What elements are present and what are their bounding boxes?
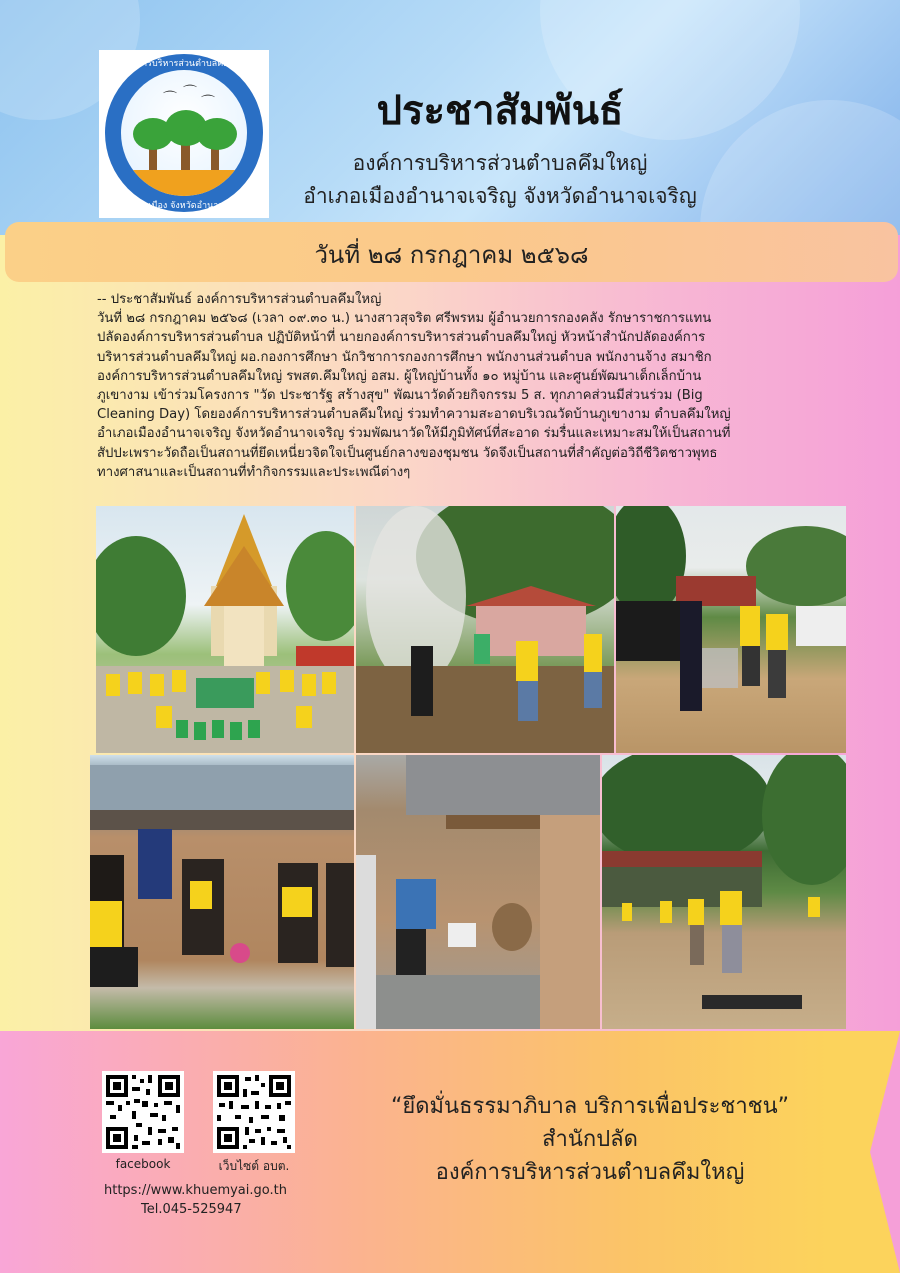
body-line: สัปปะเพราะวัดถือเป็นสถานที่ยึดเหนี่ยวจิตใจเป็นศูนย์กลางของชุมชน วัดจึงเป็นสถานที่สำคัญต่อวิถีชีวิตชาวพุทธ	[97, 445, 718, 461]
website-link[interactable]: https://www.khuemyai.go.th	[104, 1183, 287, 1198]
news-body	[97, 290, 847, 482]
temple-group-photo	[96, 506, 354, 753]
date-text: วันที่ ๒๘ กรกฎาคม ๒๕๖๘	[314, 241, 589, 269]
org-name: องค์การบริหารส่วนตำบลคึมใหญ่	[352, 151, 648, 175]
courtyard-sweeping-image	[602, 755, 846, 1029]
facebook-qr-label: facebook	[115, 1157, 171, 1171]
page-title: ประชาสัมพันธ์	[376, 87, 624, 134]
footer-org-name: องค์การบริหารส่วนตำบลคึมใหญ่	[435, 1160, 745, 1185]
body-line: ภูเขางาม เข้าร่วมโครงการ "วัด ประชารัฐ สร้างสุข" พัฒนาวัดด้วยกิจกรรม 5 ส. ทุกภาคส่วนมีส่วนร่วม (Big	[97, 388, 703, 404]
logo-ground	[121, 170, 247, 196]
date-banner	[5, 222, 898, 282]
header-band	[0, 0, 900, 235]
logo-emblem	[121, 70, 247, 196]
footer-arrow-decor	[870, 1031, 900, 1273]
sweeping-parking-photo	[616, 506, 846, 753]
courtyard-sweeping-photo	[602, 755, 846, 1029]
office-name: สำนักปลัด	[542, 1127, 638, 1152]
body-line: ทางศาสนาและเป็นสถานที่ทำกิจกรรมและประเพณีต่างๆ	[97, 464, 411, 480]
body-line: วันที่ ๒๘ กรกฎาคม ๒๕๖๘ (เวลา ๐๙.๓๐ น.) นางสาวสุจริต ศรีพรหม ผู้อำนวยการกองคลัง รักษาราชการแทน	[97, 311, 712, 327]
bathroom-scrubbing-image	[356, 755, 600, 1029]
restroom-cleaning-image	[90, 755, 354, 1029]
logo-text-top: องค์การบริหารส่วนตำบลคึมใหญ่	[120, 59, 248, 69]
burning-leaves-photo	[356, 506, 614, 753]
website-qr-code[interactable]	[213, 1071, 295, 1153]
phone-number: Tel.045-525947	[141, 1202, 242, 1217]
temple-group-image	[96, 506, 354, 753]
body-line: บริหารส่วนตำบลคึมใหญ่ ผอ.กองการศึกษา นักวิชาการกองการศึกษา พนักงานส่วนตำบล พนักงานจ้าง สมาชิก	[97, 349, 712, 365]
body-line: -- ประชาสัมพันธ์ องค์การบริหารส่วนตำบลคึมใหญ่	[97, 292, 382, 307]
body-line: อำเภอเมืองอำนาจเจริญ จังหวัดอำนาจเจริญ ร่วมพัฒนาวัดให้มีภูมิทัศน์ที่สะอาด ร่มรื่นและเหมาะสมให้เป็นสถานที่	[97, 426, 731, 442]
body-line: ปลัดองค์การบริหารส่วนตำบล ปฏิบัติหน้าที่ นายกองค์การบริหารส่วนตำบลคึมใหญ่ หัวหน้าสำนักปลัดองค์การ	[97, 330, 706, 346]
burning-leaves-image	[356, 506, 614, 753]
sweeping-parking-image	[616, 506, 846, 753]
tree-icon	[197, 118, 237, 150]
bird-icon: ⌒	[183, 85, 197, 101]
qr-code-icon	[102, 1071, 184, 1153]
restroom-cleaning-photo	[90, 755, 354, 1029]
bird-icon: ⌒	[201, 95, 215, 111]
body-line: องค์การบริหารส่วนตำบลคึมใหญ่ รพสต.คึมใหญ่ อสม. ผู้ใหญ่บ้านทั้ง ๑๐ หมู่บ้าน และศูนย์พัฒนาเด็กเล็กบ้าน	[97, 368, 702, 384]
motto-text: “ยึดมั่นธรรมาภิบาล บริการเพื่อประชาชน”	[390, 1094, 790, 1119]
logo-text-bottom: อำเภอเมือง จังหวัดอำนาจเจริญ	[123, 201, 245, 211]
facebook-qr-code[interactable]	[102, 1071, 184, 1153]
bird-icon: ⌒	[163, 91, 177, 107]
body-line: Cleaning Day) โดยองค์การบริหารส่วนตำบลคึมใหญ่ ร่วมทำความสะอาดบริเวณวัดบ้านภูเขางาม ตำบลคึมใหญ่	[97, 407, 731, 423]
org-location: อำเภอเมืองอำนาจเจริญ จังหวัดอำนาจเจริญ	[303, 184, 697, 208]
bathroom-scrubbing-photo	[356, 755, 600, 1029]
qr-code-icon	[213, 1071, 295, 1153]
website-qr-label: เว็บไซต์ อบต.	[218, 1159, 290, 1173]
